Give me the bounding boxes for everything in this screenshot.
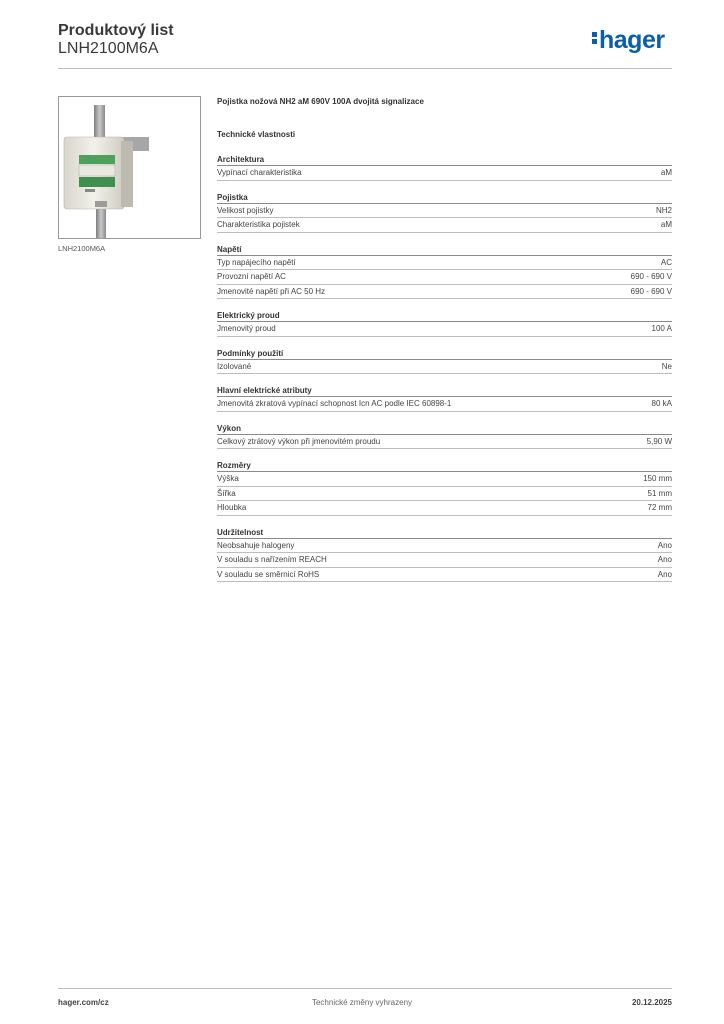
section-title: Elektrický proud bbox=[217, 310, 672, 322]
spec-value: Ne bbox=[661, 361, 672, 371]
spec-label: Jmenovitá zkratová vypínací schopnost Icn AC podle IEC 60898-1 bbox=[217, 399, 452, 408]
spec-label: Velikost pojistky bbox=[217, 205, 274, 215]
spec-row bbox=[217, 472, 672, 487]
spec-value: Ano bbox=[657, 540, 672, 550]
section-title: Architektura bbox=[217, 154, 672, 166]
product-photo bbox=[58, 96, 201, 239]
spec-label: Jmenovité napětí při AC 50 Hz bbox=[217, 286, 326, 296]
spec-row bbox=[217, 501, 672, 516]
footer-date: 20.12.2025 bbox=[631, 998, 672, 1007]
footer-notice: Technické změny vyhrazeny bbox=[311, 998, 413, 1007]
section-title: Podmínky použití bbox=[217, 348, 672, 360]
spec-section bbox=[217, 527, 672, 583]
footer-website: hager.com/cz bbox=[58, 998, 109, 1007]
tech-heading: Technické vlastnosti bbox=[217, 130, 296, 139]
spec-value: 150 mm bbox=[643, 474, 672, 483]
logo-dots-icon bbox=[592, 30, 597, 46]
section-title: Udržitelnost bbox=[217, 527, 672, 539]
spec-value: aM bbox=[660, 220, 672, 229]
spec-label: Výška bbox=[217, 474, 239, 483]
photo-caption: LNH2100M6A bbox=[58, 244, 106, 253]
hager-logo bbox=[592, 26, 665, 55]
spec-row bbox=[217, 218, 672, 233]
section-title: Rozměry bbox=[217, 460, 672, 472]
spec-row bbox=[217, 360, 672, 375]
spec-label: Typ napájecího napětí bbox=[217, 257, 296, 267]
spec-row bbox=[217, 270, 672, 285]
spec-value: aM bbox=[660, 168, 672, 177]
spec-value: 690 - 690 V bbox=[630, 286, 672, 296]
spec-label: V souladu se směrnicí RoHS bbox=[217, 569, 320, 579]
spec-content bbox=[217, 96, 672, 582]
spec-row bbox=[217, 322, 672, 337]
spec-row bbox=[217, 568, 672, 583]
spec-label: Vypínací charakteristika bbox=[217, 168, 302, 177]
page-title: Produktový list bbox=[58, 22, 174, 39]
spec-row bbox=[217, 539, 672, 554]
spec-row bbox=[217, 285, 672, 300]
spec-section bbox=[217, 310, 672, 337]
logo-text: hager bbox=[599, 26, 665, 54]
spec-value: 100 A bbox=[651, 324, 672, 333]
header-divider bbox=[58, 68, 672, 69]
spec-label: Charakteristika pojistek bbox=[217, 220, 300, 229]
spec-label: Neobsahuje halogeny bbox=[217, 540, 295, 550]
spec-label: V souladu s nařízením REACH bbox=[217, 555, 327, 564]
spec-value: 80 kA bbox=[651, 399, 672, 408]
spec-label: Celkový ztrátový výkon při jmenovitém proudu bbox=[217, 436, 381, 446]
section-title: Hlavní elektrické atributy bbox=[217, 385, 672, 397]
spec-value: 5,90 W bbox=[646, 436, 672, 446]
spec-label: Izolované bbox=[217, 361, 252, 371]
spec-sections bbox=[217, 154, 672, 582]
spec-section bbox=[217, 244, 672, 300]
spec-row bbox=[217, 435, 672, 450]
spec-value: 51 mm bbox=[647, 488, 672, 498]
spec-row bbox=[217, 166, 672, 181]
spec-label: Šířka bbox=[217, 488, 236, 498]
spec-section bbox=[217, 348, 672, 375]
spec-label: Hloubka bbox=[217, 503, 247, 512]
spec-value: Ano bbox=[657, 555, 672, 564]
section-title: Výkon bbox=[217, 423, 672, 435]
spec-row bbox=[217, 397, 672, 412]
spec-label: Provozní napětí AC bbox=[217, 272, 286, 281]
product-name: Pojistka nožová NH2 aM 690V 100A dvojitá signalizace bbox=[217, 97, 424, 106]
spec-section bbox=[217, 460, 672, 516]
section-title: Pojistka bbox=[217, 192, 672, 204]
spec-value: NH2 bbox=[655, 205, 672, 215]
spec-row bbox=[217, 553, 672, 568]
spec-value: AC bbox=[660, 257, 672, 267]
spec-row bbox=[217, 204, 672, 219]
product-code: LNH2100M6A bbox=[58, 40, 159, 57]
spec-value: 72 mm bbox=[647, 503, 672, 512]
spec-label: Jmenovitý proud bbox=[217, 324, 276, 333]
spec-value: Ano bbox=[657, 569, 672, 579]
fuse-image-icon bbox=[59, 97, 201, 239]
spec-section bbox=[217, 423, 672, 450]
section-title: Napětí bbox=[217, 244, 672, 256]
footer-divider bbox=[58, 988, 672, 989]
spec-row bbox=[217, 487, 672, 502]
spec-section bbox=[217, 192, 672, 233]
spec-value: 690 - 690 V bbox=[630, 272, 672, 281]
spec-section bbox=[217, 385, 672, 412]
spec-row bbox=[217, 256, 672, 271]
spec-section bbox=[217, 154, 672, 181]
